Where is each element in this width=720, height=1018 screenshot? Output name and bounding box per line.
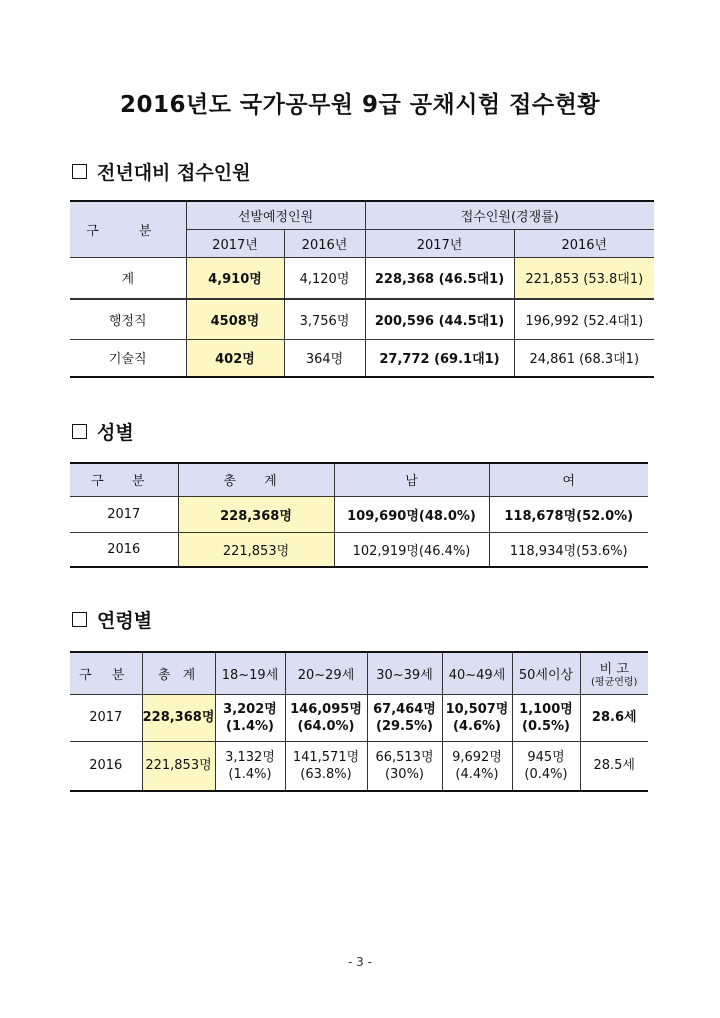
section-title: 연령별 — [97, 610, 153, 632]
cell-age-50-plus — [512, 741, 580, 791]
header-age-30-39: 30~39세 — [367, 652, 442, 694]
table-row — [70, 741, 648, 791]
cell-applicants-2017: 200,596 (44.5대1) — [365, 299, 514, 339]
header-age-20-29: 20~29세 — [285, 652, 367, 694]
count: 10,507명 — [445, 701, 509, 717]
table-row — [70, 694, 648, 741]
header-year: 2017년 — [365, 229, 514, 257]
header-category: 구 분 — [70, 463, 178, 496]
count: 3,202명 — [223, 701, 277, 717]
count: 9,692명 — [452, 749, 502, 765]
header-category: 구 분 — [70, 201, 186, 257]
count: 66,513명 — [375, 749, 434, 765]
count: 1,100명 — [519, 701, 573, 717]
row-year: 2017 — [70, 694, 142, 741]
header-year: 2017년 — [186, 229, 284, 257]
count: 67,464명 — [373, 701, 436, 717]
percent: (63.8%) — [300, 766, 352, 782]
count: 141,571명 — [292, 749, 360, 765]
cell-applicants-2016: 221,853 (53.8대1) — [514, 257, 654, 299]
page-number: - 3 - — [348, 955, 372, 969]
cell-age-40-49 — [442, 694, 512, 741]
checkbox-square-icon — [72, 164, 87, 179]
header-note-label: 비 고 — [599, 661, 629, 677]
header-total: 총 계 — [142, 652, 215, 694]
gender-table — [70, 462, 648, 568]
count: 146,095명 — [290, 701, 362, 717]
percent: (29.5%) — [376, 718, 433, 734]
table-row — [70, 339, 654, 377]
row-label: 기술직 — [70, 339, 186, 377]
percent: (0.5%) — [522, 718, 570, 734]
cell-planned-2017: 4,910명 — [186, 257, 284, 299]
table-row — [70, 299, 654, 339]
header-female: 여 — [489, 463, 648, 496]
cell-female: 118,678명(52.0%) — [489, 496, 648, 532]
cell-applicants-2016: 24,861 (68.3대1) — [514, 339, 654, 377]
cell-age-18-19 — [215, 741, 285, 791]
cell-female: 118,934명(53.6%) — [489, 532, 648, 567]
cell-male: 102,919명(46.4%) — [334, 532, 489, 567]
count: 945명 — [527, 749, 565, 765]
header-planned: 선발예정인원 — [186, 201, 365, 229]
header-note — [580, 652, 648, 694]
header-total: 총 계 — [178, 463, 334, 496]
percent: (1.4%) — [228, 766, 272, 782]
cell-age-20-29 — [285, 694, 367, 741]
cell-age-40-49 — [442, 741, 512, 791]
cell-total: 221,853명 — [178, 532, 334, 567]
row-label: 행정직 — [70, 299, 186, 339]
percent: (0.4%) — [524, 766, 568, 782]
row-year: 2016 — [70, 532, 178, 567]
row-label: 계 — [70, 257, 186, 299]
header-age-18-19: 18~19세 — [215, 652, 285, 694]
header-male: 남 — [334, 463, 489, 496]
header-year: 2016년 — [284, 229, 365, 257]
header-year: 2016년 — [514, 229, 654, 257]
cell-age-30-39 — [367, 694, 442, 741]
section-heading-year-comparison — [72, 158, 250, 185]
cell-age-20-29 — [285, 741, 367, 791]
section-title: 성별 — [97, 422, 134, 444]
cell-planned-2016: 3,756명 — [284, 299, 365, 339]
cell-age-30-39 — [367, 741, 442, 791]
page-title: 2016년도 국가공무원 9급 공채시험 접수현황 — [119, 92, 601, 118]
table-row — [70, 496, 648, 532]
cell-applicants-2016: 196,992 (52.4대1) — [514, 299, 654, 339]
header-age-50-plus: 50세이상 — [512, 652, 580, 694]
percent: (1.4%) — [226, 718, 274, 734]
cell-total: 228,368명 — [178, 496, 334, 532]
section-heading-age — [72, 606, 152, 633]
count: 3,132명 — [225, 749, 275, 765]
header-category: 구 분 — [70, 652, 142, 694]
row-year: 2017 — [70, 496, 178, 532]
cell-planned-2017: 402명 — [186, 339, 284, 377]
cell-age-18-19 — [215, 694, 285, 741]
header-age-40-49: 40~49세 — [442, 652, 512, 694]
table-row — [70, 532, 648, 567]
checkbox-square-icon — [72, 612, 87, 627]
header-note-sub: (평균연령) — [591, 676, 638, 688]
percent: (30%) — [384, 766, 425, 782]
cell-applicants-2017: 228,368 (46.5대1) — [365, 257, 514, 299]
cell-planned-2017: 4508명 — [186, 299, 284, 339]
cell-total: 228,368명 — [142, 694, 215, 741]
cell-average-age: 28.6세 — [580, 694, 648, 741]
section-title: 전년대비 접수인원 — [97, 162, 251, 184]
cell-applicants-2017: 27,772 (69.1대1) — [365, 339, 514, 377]
percent: (4.4%) — [455, 766, 499, 782]
checkbox-square-icon — [72, 424, 87, 439]
table-row — [70, 257, 654, 299]
percent: (64.0%) — [297, 718, 355, 734]
age-table — [70, 651, 648, 792]
section-heading-gender — [72, 418, 134, 445]
cell-planned-2016: 364명 — [284, 339, 365, 377]
cell-planned-2016: 4,120명 — [284, 257, 365, 299]
header-applicants: 접수인원(경쟁률) — [365, 201, 654, 229]
percent: (4.6%) — [453, 718, 501, 734]
row-year: 2016 — [70, 741, 142, 791]
cell-male: 109,690명(48.0%) — [334, 496, 489, 532]
cell-total: 221,853명 — [142, 741, 215, 791]
cell-age-50-plus — [512, 694, 580, 741]
year-comparison-table — [70, 200, 654, 378]
cell-average-age: 28.5세 — [580, 741, 648, 791]
